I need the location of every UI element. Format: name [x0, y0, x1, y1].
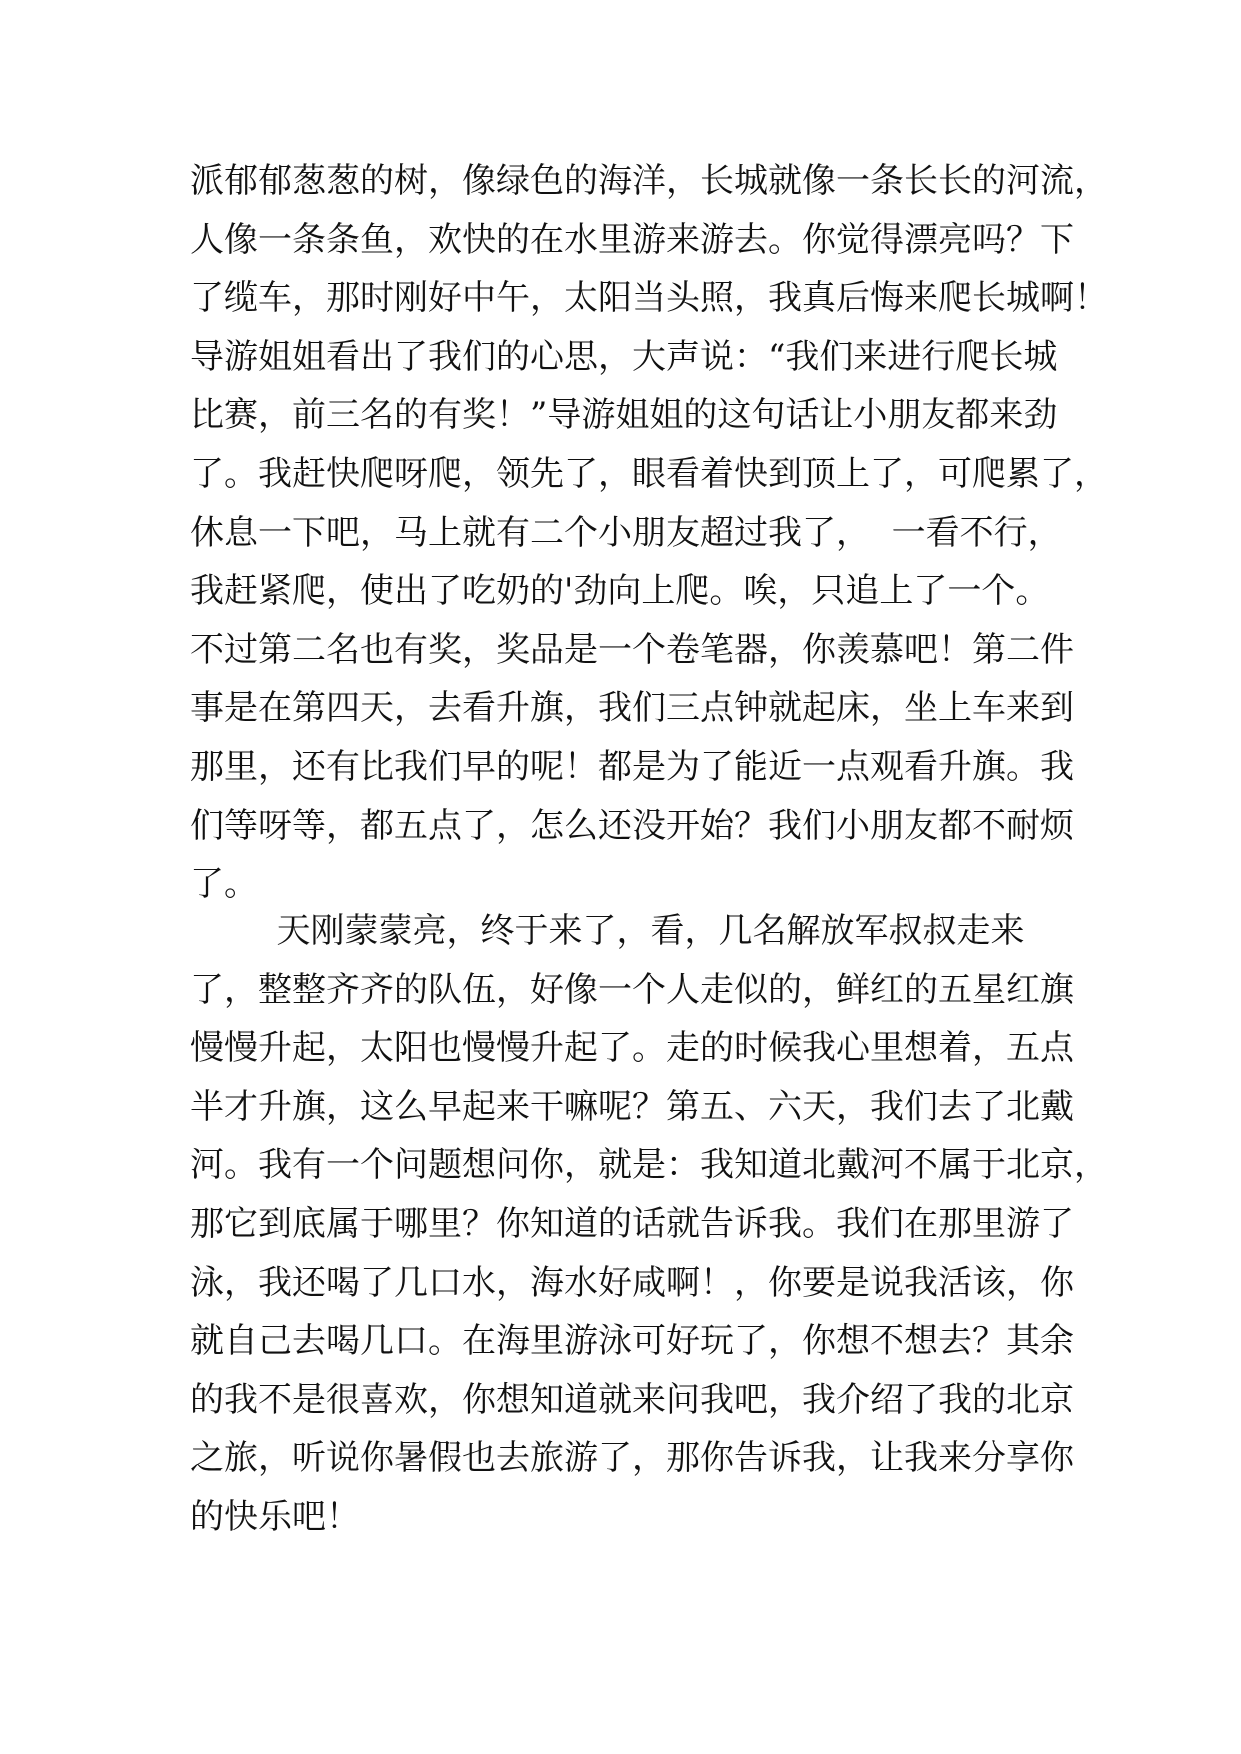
paragraph-1-line: 事是在第四天，去看升旗，我们三点钟就起床，坐上车来到 — [190, 688, 1074, 729]
paragraph-1 — [190, 152, 1108, 914]
paragraph-2-line: 半才升旗，这么早起来干嘛呢？第五、六天，我们去了北戴 — [190, 1086, 1074, 1127]
paragraph-1-line: 们等呀等，都五点了，怎么还没开始？我们小朋友都不耐烦 — [190, 805, 1074, 846]
paragraph-2-line: 就自己去喝几口。在海里游泳可好玩了，你想不想去？其余 — [190, 1321, 1074, 1362]
paragraph-1-line: 那里，还有比我们早的呢！都是为了能近一点观看升旗。我 — [190, 746, 1074, 787]
paragraph-2 — [190, 902, 1108, 1547]
paragraph-1-line: 导游姐姐看出了我们的心思，大声说：“我们来进行爬长城 — [190, 336, 1058, 377]
paragraph-1-line: 比赛，前三名的有奖！”导游姐姐的这句话让小朋友都来劲 — [190, 395, 1058, 436]
paragraph-1-line: 不过第二名也有奖，奖品是一个卷笔器，你羡慕吧！第二件 — [190, 629, 1074, 670]
paragraph-1-line: 休息一下吧，马上就有二个小朋友超过我了， 一看不行， — [190, 512, 1062, 553]
paragraph-2-line: 之旅，听说你暑假也去旅游了，那你告诉我，让我来分享你 — [190, 1438, 1074, 1479]
paragraph-2-line: 的快乐吧！ — [190, 1496, 360, 1537]
paragraph-2-line: 河。我有一个问题想问你，就是：我知道北戴河不属于北京， — [190, 1145, 1108, 1186]
paragraph-2-line: 泳，我还喝了几口水，海水好咸啊！，你要是说我活该，你 — [190, 1262, 1074, 1303]
paragraph-2-line: 了，整整齐齐的队伍，好像一个人走似的，鲜红的五星红旗 — [190, 969, 1074, 1010]
paragraph-2-line: 的我不是很喜欢，你想知道就来问我吧，我介绍了我的北京 — [190, 1379, 1074, 1420]
paragraph-1-line: 了缆车，那时刚好中午，太阳当头照，我真后悔来爬长城啊！ — [190, 278, 1108, 319]
paragraph-2-line: 慢慢升起，太阳也慢慢升起了。走的时候我心里想着，五点 — [190, 1028, 1074, 1069]
paragraph-1-line: 了。我赶快爬呀爬，领先了，眼看着快到顶上了，可爬累了， — [190, 453, 1108, 494]
paragraph-1-line: 了。 — [190, 864, 258, 905]
paragraph-2-line: 天刚蒙蒙亮，终于来了，看，几名解放军叔叔走来 — [190, 911, 1025, 951]
paragraph-2-line: 那它到底属于哪里？你知道的话就告诉我。我们在那里游了 — [190, 1203, 1074, 1244]
paragraph-1-line: 派郁郁葱葱的树，像绿色的海洋，长城就像一条长长的河流， — [190, 161, 1108, 201]
paragraph-1-line: 我赶紧爬，使出了吃奶的'劲向上爬。唉，只追上了一个。 — [190, 571, 1050, 612]
paragraph-1-line: 人像一条条鱼，欢快的在水里游来游去。你觉得漂亮吗？下 — [190, 219, 1074, 260]
